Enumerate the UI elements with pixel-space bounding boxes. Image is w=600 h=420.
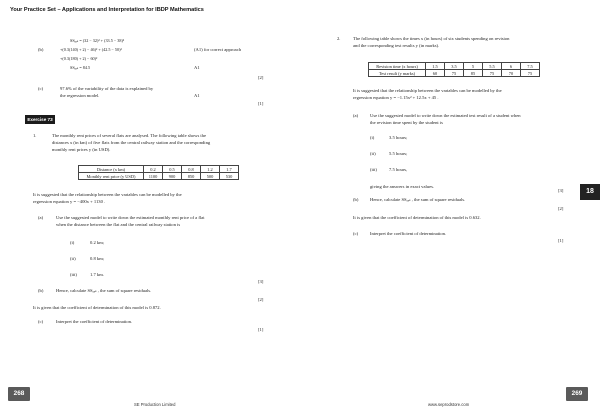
table-cell: 0.5 <box>163 166 182 173</box>
table-cell: Revision time (x hours) <box>369 63 426 70</box>
q2-b-marks: [2] <box>558 206 564 211</box>
q2-a-tail: giving the answers in exact values. <box>370 184 435 189</box>
q1-part-label: (ii) <box>70 256 76 261</box>
work-line-1: SSₐₑₛ = (32 − 32)² + (33.5 − 38)² <box>70 38 125 43</box>
table-cell: 1.2 <box>201 166 220 173</box>
q2-a-marks: [3] <box>558 188 564 193</box>
table-cell: Monthly rent price (y USD) <box>79 173 144 180</box>
q1-r2-text: It is given that the coefficient of determination of this model is 0.872. <box>33 305 161 310</box>
work-c-total: [1] <box>258 101 264 106</box>
table-cell: 75 <box>483 70 502 77</box>
table-cell: 75 <box>445 70 464 77</box>
table-cell: 500 <box>201 173 220 180</box>
table-cell: 1.5 <box>426 63 445 70</box>
table-cell: 5 <box>464 63 483 70</box>
q2-data-table <box>368 62 540 77</box>
q2-part-text: 3.5 hours; <box>389 135 408 140</box>
q2-c-label: (c) <box>353 231 359 236</box>
table-row <box>369 70 540 77</box>
q1-part-text: 0.2 km; <box>90 240 105 245</box>
table-cell: 3.5 <box>445 63 464 70</box>
page-header-title: Your Practice Set – Applications and Interpretation for IBDP Mathematics <box>10 7 204 13</box>
q1-a-label: (a) <box>38 215 44 220</box>
q2-model-2: regression equation y = −1.15x² + 12.5x + 45 . <box>353 95 439 100</box>
q1-c-marks: [1] <box>258 327 264 332</box>
q2-number: 2. <box>337 36 341 41</box>
table-row <box>369 63 540 70</box>
q1-number: 1. <box>33 133 37 138</box>
table-cell: 85 <box>464 70 483 77</box>
work-b-total: [2] <box>258 75 264 80</box>
table-cell: Test result (y marks) <box>369 70 426 77</box>
work-line-2-note: (A1) for correct approach <box>194 47 242 52</box>
table-cell: Distance (x km) <box>79 166 144 173</box>
q2-intro-2: and the corresponding test results y (in marks). <box>353 43 440 48</box>
table-cell: 60 <box>426 70 445 77</box>
table-cell: 1.7 <box>220 166 239 173</box>
table-cell: 5.5 <box>483 63 502 70</box>
exercise-label: Exercise 73 <box>25 115 55 124</box>
page-number-left: 268 <box>8 387 30 401</box>
table-cell: 6 <box>502 63 521 70</box>
table-cell: 0.2 <box>144 166 163 173</box>
q1-model-2: regression equation y = −400x + 1130 . <box>33 199 106 204</box>
q1-c-text: Interpret the coefficient of determination. <box>56 319 133 324</box>
q2-model-1: It is suggested that the relationship between the variables can be modelled by the <box>353 88 502 93</box>
work-line-4: SSₐₑₛ = 84.5 <box>70 65 91 70</box>
q1-a-text-1: Use the suggested model to write down the estimated monthly rent price of a flat <box>56 215 205 220</box>
work-c-label: (c) <box>38 86 44 91</box>
q2-c-text: Interpret the coefficient of determination. <box>370 231 447 236</box>
q1-part-text: 1.7 km. <box>90 272 104 277</box>
footer-right: www.seprodstore.com <box>428 402 470 407</box>
table-cell: 900 <box>163 173 182 180</box>
q2-a-text-1: Use the suggested model to write down the estimated test result of a student when <box>370 113 521 118</box>
q2-c-marks: [1] <box>558 238 564 243</box>
table-cell: 0.8 <box>182 166 201 173</box>
work-c-mark: A1 <box>194 93 200 98</box>
table-cell: 850 <box>182 173 201 180</box>
table-row <box>79 173 239 180</box>
work-line-3: +(0.3(180) + 2) − 60)² <box>60 56 98 61</box>
q2-part-label: (iii) <box>370 167 377 172</box>
q1-b-marks: [2] <box>258 297 264 302</box>
work-line-4-mark: A1 <box>194 65 200 70</box>
q2-a-text-2: the revision time spent by the student is <box>370 120 443 125</box>
table-cell: 75 <box>521 70 540 77</box>
table-cell: 1100 <box>144 173 163 180</box>
q1-part-label: (iii) <box>70 272 77 277</box>
q2-b-text: Hence, calculate SSₐₑₛ , the sum of square residuals. <box>370 197 466 202</box>
q1-b-text: Hence, calculate SSₐₑₛ , the sum of square residuals. <box>56 288 152 293</box>
q1-intro-2: distances x (in km) of five flats from the central railway station and the corresponding <box>52 140 211 145</box>
table-cell: 530 <box>220 173 239 180</box>
q2-r2-text: It is given that the coefficient of determination of this model is 0.632. <box>353 215 481 220</box>
table-cell: 70 <box>502 70 521 77</box>
work-c-line-1: 97.6% of the variability of the data is explained by <box>60 86 154 91</box>
q1-b-label: (b) <box>38 288 44 293</box>
table-row <box>79 166 239 173</box>
q2-part-text: 7.5 hours, <box>389 167 408 172</box>
q1-intro-3: monthly rent prices y (in USD). <box>52 147 111 152</box>
q2-b-label: (b) <box>353 197 359 202</box>
q1-a-text-2: when the distance between the flat and the central railway station is <box>56 222 181 227</box>
work-b-label: (b) <box>38 47 44 52</box>
footer-left: SE Production Limited <box>134 402 176 407</box>
q2-part-text: 5.5 hours; <box>389 151 408 156</box>
q1-c-label: (c) <box>38 319 44 324</box>
q1-part-label: (i) <box>70 240 75 245</box>
chapter-tab: 18 <box>580 184 600 200</box>
q2-a-label: (a) <box>353 113 359 118</box>
q2-part-label: (i) <box>370 135 375 140</box>
work-line-2: +(0.3(140) + 2) − 46)² + (42.5 − 50)² <box>60 47 122 52</box>
q1-part-text: 0.8 km; <box>90 256 105 261</box>
q1-model-1: It is suggested that the relationship between the variables can be modelled by the <box>33 192 182 197</box>
page-number-right: 269 <box>566 387 588 401</box>
q1-a-marks: [3] <box>258 279 264 284</box>
q1-intro-1: The monthly rent prices of several flats are analysed. The following table shows the <box>52 133 207 138</box>
q2-part-label: (ii) <box>370 151 376 156</box>
q2-intro-1: The following table shows the times x (in hours) of six students spending on revision <box>353 36 510 41</box>
table-cell: 7.5 <box>521 63 540 70</box>
work-c-line-2: the regression model. <box>60 93 100 98</box>
q1-data-table <box>78 165 239 180</box>
